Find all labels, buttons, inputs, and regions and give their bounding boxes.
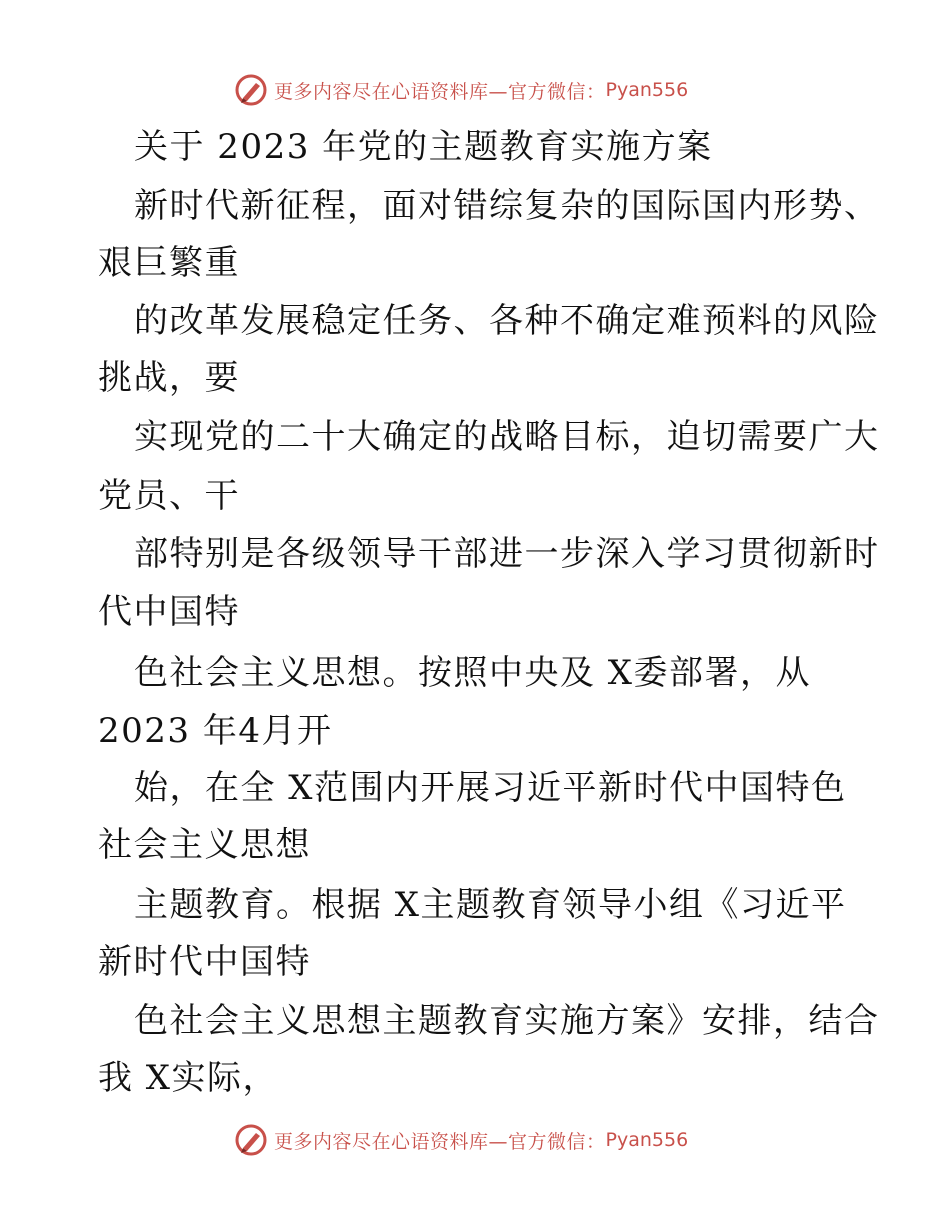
text-line: 色社会主义思想。按照中央及 X委部署，从 xyxy=(134,653,812,693)
banner-text: 更多内容尽在心语资料库—官方微信： xyxy=(274,1130,606,1153)
text-line: 色社会主义思想主题教育实施方案》安排，结合 xyxy=(134,1001,880,1041)
footer-banner xyxy=(234,1122,688,1158)
text-line: 新时代新征程，面对错综复杂的国际国内形势、 xyxy=(134,186,880,226)
text-line: 挑战，要 xyxy=(98,358,240,398)
text-line: 部特别是各级领导干部进一步深入学习贯彻新时 xyxy=(134,534,880,574)
text-line: 2023 年4月开 xyxy=(98,711,333,751)
banner-wechat-id: Pyan556 xyxy=(605,1129,689,1151)
pen-logo-icon xyxy=(234,73,268,107)
header-banner xyxy=(234,72,688,108)
text-line: 艰巨繁重 xyxy=(98,243,240,283)
text-line: 的改革发展稳定任务、各种不确定难预料的风险 xyxy=(134,301,880,341)
text-line: 始，在全 X范围内开展习近平新时代中国特色 xyxy=(134,768,847,808)
text-line: 我 X实际， xyxy=(98,1058,279,1098)
text-line: 主题教育。根据 X主题教育领导小组《习近平 xyxy=(134,885,847,925)
text-line: 党员、干 xyxy=(98,476,240,516)
text-line: 新时代中国特 xyxy=(98,942,311,982)
text-line: 代中国特 xyxy=(98,592,240,632)
banner-text: 更多内容尽在心语资料库—官方微信： xyxy=(274,80,606,103)
text-line: 实现党的二十大确定的战略目标，迫切需要广大 xyxy=(134,417,880,457)
banner-wechat-id: Pyan556 xyxy=(605,79,689,101)
document-title: 关于 2023 年党的主题教育实施方案 xyxy=(134,127,713,167)
pen-logo-icon xyxy=(234,1123,268,1157)
text-line: 社会主义思想 xyxy=(98,825,311,865)
